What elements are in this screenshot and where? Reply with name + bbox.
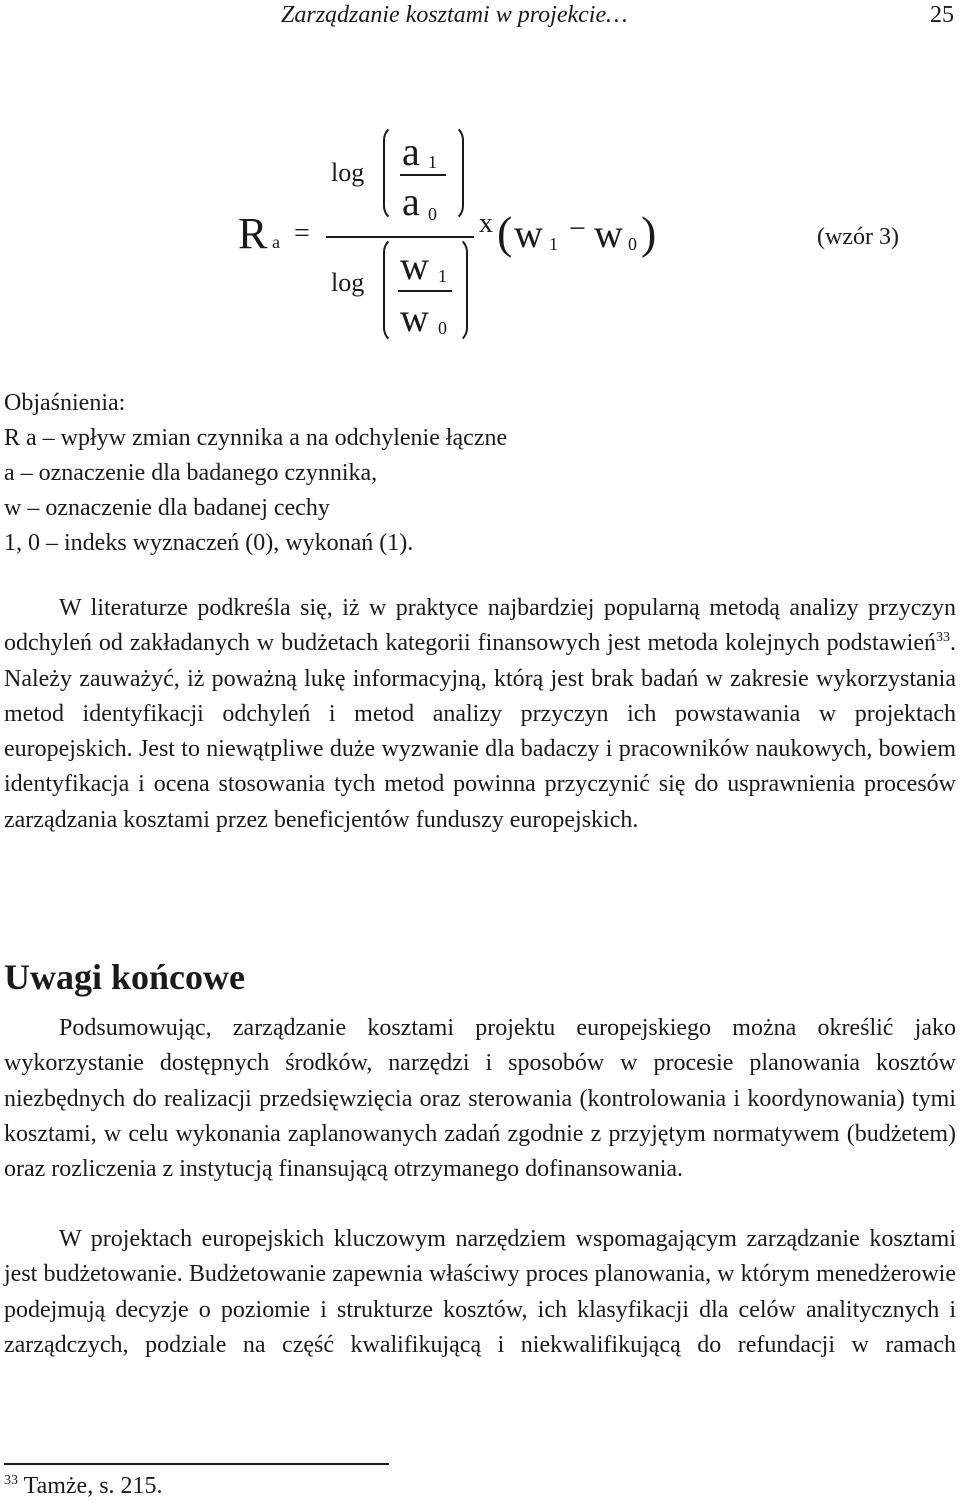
formula-numerator-log: log [331,158,365,187]
formula-numerator-close-paren [448,124,464,222]
formula-times: x [479,208,493,239]
footnote-separator [4,1463,389,1465]
formula-equals: = [294,218,310,249]
formula-paren-w1: w [514,211,543,256]
explanation-line: R a – wpływ zmian czynnika a na odchylenie łączne [4,425,508,451]
formula-minus: − [569,212,586,245]
formula-block [0,120,960,350]
formula-w1-subscript: 1 [438,266,447,286]
paragraph-text: . Należy zauważyć, iż poważną lukę informacyjną, którą jest brak badań w zakresie wykorzystania metod identyfikacji odchyleń i metod analizy przyczyn ich powstawania w projektach europejskich. Jest to niewątpliwe duże wyzwanie dla badaczy i pracowników naukowych, bowiem identyfikacja i ocena stosowania tych metod powinna przyczynić się do usprawnienia procesów zarządzania kosztami przez beneficjentów funduszy europejskich. [4,630,956,833]
formula-open-paren: ( [497,207,513,258]
page-number: 25 [930,2,954,28]
formula-numerator-open-paren [383,124,399,222]
explanation-line: a – oznaczenie dla badanego czynnika, [4,460,378,486]
footnote-reference: 33 [936,630,950,646]
formula-a1-subscript: 1 [428,152,437,172]
section-heading: Uwagi końcowe [4,957,245,997]
footnote-number: 33 [4,1473,18,1488]
formula-denominator-close-paren [452,236,468,344]
formula-a0: a [402,179,420,224]
formula-denominator-log: log [331,268,365,297]
formula-a1: a [402,129,420,174]
formula-w0: w [400,295,429,340]
explanation-line: 1, 0 – indeks wyznaczeń (0), wykonań (1). [4,530,414,556]
formula-paren-w0-subscript: 0 [628,234,637,254]
paragraph-text: W literaturze podkreśla się, iż w praktyce najbardziej popularną metodą analizy przyczyn odchyleń od zakładanych w budżetach kategorii finansowych jest metoda kolejnych podstawień [4,595,956,657]
formula-w0-subscript: 0 [438,318,447,338]
formula-denominator-open-paren [383,236,399,344]
formula-lhs-symbol: R [238,209,268,258]
body-paragraph-1 [4,591,956,838]
body-paragraph-3: W projektach europejskich kluczowym narzędziem wspomagającym zarządzanie kosztami jest budżetowanie. Budżetowanie zapewnia właściwy proces planowania, w którym menedżerowie podejmują decyzje o poziomie i strukturze kosztów, ich klasyfikacji dla celów analitycznych i zarządczych, podziale na część kwalifikującą i niekwalifikującą do refundacji w ramach [4,1226,956,1358]
body-paragraph-2: Podsumowując, zarządzanie kosztami projektu europejskiego można określić jako wykorzystanie dostępnych środków, narzędzi i sposobów w procesie planowania kosztów niezbędnych do realizacji przedsięwzięcia oraz sterowania (kontrolowania i koordynowania) tymi kosztami, w celu wykonania zaplanowanych zadań zgodnie z przyjętym normatywem (budżetem) oraz rozliczenia z instytucją finansującą otrzymanego dofinansowania. [4,1015,956,1183]
formula-inner-fraction-bar-a [400,174,446,176]
formula-explanations [4,386,507,561]
running-title: Zarządzanie kosztami w projekcie… [281,2,628,28]
running-header [0,0,960,34]
explanations-heading: Objaśnienia: [4,390,126,416]
formula-w1: w [400,243,429,288]
formula-label: (wzór 3) [817,224,899,250]
formula-inner-fraction-bar-w [398,290,452,292]
formula-paren-w0: w [594,211,623,256]
footnote [4,1473,163,1500]
formula-lhs-subscript: a [272,232,280,252]
formula-close-paren: ) [641,207,657,258]
formula-a0-subscript: 0 [428,204,437,224]
formula-paren-w1-subscript: 1 [549,234,558,254]
explanation-line: w – oznaczenie dla badanej cechy [4,495,330,521]
footnote-text: Tamże, s. 215. [23,1473,163,1499]
